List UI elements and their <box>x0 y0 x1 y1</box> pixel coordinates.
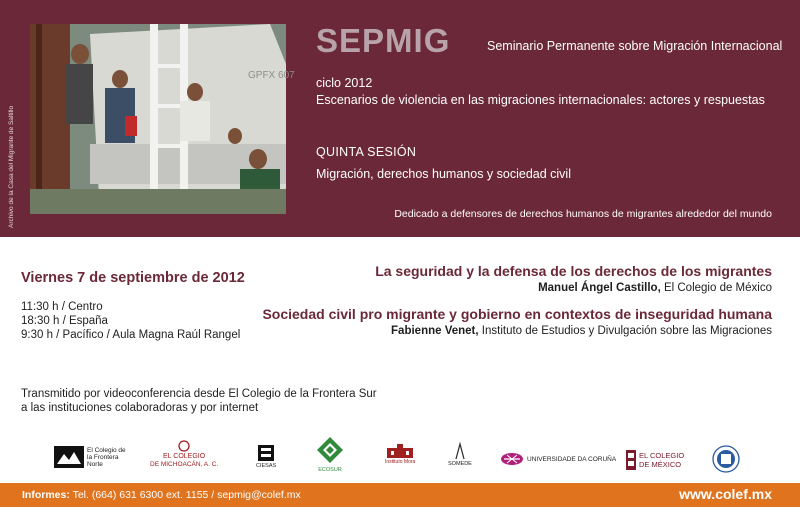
somede-name: SOMEDE <box>448 461 472 467</box>
time-centro: 11:30 h / Centro <box>21 301 103 313</box>
unam-seal-logo <box>712 445 740 473</box>
talk-2-title: Sociedad civil pro migrante y gobierno en contextos de inseguridad humana <box>262 306 772 322</box>
partner-logos <box>0 436 800 480</box>
car-sign: GPFX 607 <box>248 70 295 81</box>
colef-icon <box>54 446 84 468</box>
footer-label: Informes: <box>22 489 70 501</box>
cycle-label: ciclo 2012 <box>316 76 373 90</box>
broadcast-note <box>21 387 377 415</box>
colef-logo <box>54 446 129 468</box>
session-label: QUINTA SESIÓN <box>316 145 417 159</box>
ecosur-logo <box>316 436 344 474</box>
colmich-logo <box>150 440 218 468</box>
colmex-logo <box>626 450 684 470</box>
colmex-name-1: EL COLEGIO <box>639 451 685 460</box>
footer-contact[interactable]: Tel. (664) 631 6300 ext. 1155 / sepmig@colef.mx <box>69 489 301 501</box>
ciesas-icon <box>257 444 275 462</box>
colmich-name-2: DE MICHOACÁN, A. C. <box>150 461 219 468</box>
dedication: Dedicado a defensores de derechos humanos de migrantes alrededor del mundo <box>394 208 772 220</box>
ecosur-icon <box>316 436 344 466</box>
broadcast-line-1: Transmitido por videoconferencia desde El Colegio de la Frontera Sur <box>21 388 377 400</box>
talk-1-speaker <box>538 282 772 294</box>
header-photo <box>30 24 295 214</box>
sepmig-subtitle: Seminario Permanente sobre Migración Internacional <box>487 39 783 53</box>
mora-name: Instituto Mora <box>385 459 416 465</box>
event-date: Viernes 7 de septiembre de 2012 <box>21 270 245 286</box>
mora-logo <box>385 444 415 466</box>
footer-info <box>22 489 301 501</box>
colmex-name <box>639 451 684 469</box>
talk-2-affiliation: Instituto de Estudios y Divulgación sobre las Migraciones <box>478 325 772 337</box>
talk-2-speaker <box>391 325 772 337</box>
time-pacifico: 9:30 h / Pacífico / Aula Magna Raúl Rangel <box>21 329 241 341</box>
colmex-name-2: DE MÉXICO <box>639 460 682 469</box>
photo-credit: Archivo de la Casa del Migrante de Saltillo <box>8 105 15 228</box>
footer-url-link[interactable]: www.colef.mx <box>679 486 772 502</box>
time-espana: 18:30 h / España <box>21 315 108 327</box>
seal-icon <box>712 445 740 473</box>
talk-2-speaker-name: Fabienne Venet, <box>391 325 479 337</box>
ecosur-name: ECOSUR <box>318 467 342 473</box>
session-title: Migración, derechos humanos y sociedad civil <box>316 167 571 181</box>
somede-icon <box>452 442 468 460</box>
talk-1-affiliation: El Colegio de México <box>660 282 772 294</box>
cycle-title: Escenarios de violencia en las migraciones internacionales: actores y respuestas <box>316 93 765 107</box>
coruna-logo <box>500 452 616 466</box>
colef-name: El Colegio de la Frontera Norte <box>87 446 126 468</box>
somede-logo <box>448 442 472 468</box>
colmich-name-1: EL COLEGIO <box>163 453 206 460</box>
coruna-icon <box>500 452 524 466</box>
coruna-name: UNIVERSIDADE DA CORUÑA <box>527 455 617 463</box>
ciesas-name: CIESAS <box>256 463 277 469</box>
colmex-icon <box>626 450 636 470</box>
ciesas-logo <box>256 444 276 470</box>
broadcast-line-2: a las instituciones colaboradoras y por internet <box>21 402 259 414</box>
talk-1-title: La seguridad y la defensa de los derechos de los migrantes <box>375 263 772 279</box>
event-times <box>21 300 240 342</box>
talk-1-speaker-name: Manuel Ángel Castillo, <box>538 282 661 294</box>
colmich-icon <box>178 440 190 452</box>
footer-bar <box>0 483 800 507</box>
sepmig-logo: SEPMIG <box>316 22 451 59</box>
mora-icon <box>386 444 414 458</box>
bottom-strip <box>0 507 800 518</box>
